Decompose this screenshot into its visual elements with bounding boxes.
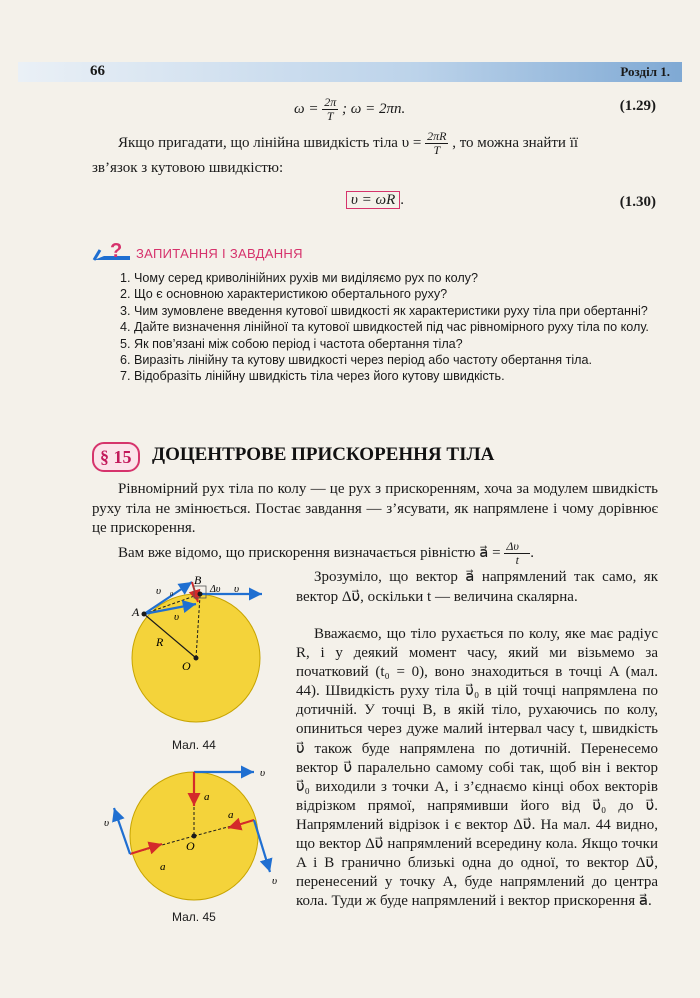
intro-text-a: Якщо пригадати, що лінійна швидкість тіла υ =	[118, 134, 422, 151]
denominator: t	[515, 553, 519, 567]
intro-line-2: зв’язок з кутовою швидкістю:	[92, 160, 284, 176]
paragraph-3: Зрозуміло, що вектор a⃗ напрямлений так само, як вектор Δυ⃗, оскільки t — величина скалярна.	[296, 569, 658, 605]
label-a-bottom: a⃗	[160, 861, 175, 873]
denominator: T	[433, 143, 441, 157]
label-o: O	[182, 659, 191, 673]
figure-44	[112, 572, 288, 752]
formula-rest: ; ω = 2πn.	[341, 100, 406, 117]
section-badge: § 15	[92, 442, 140, 472]
figure-45	[100, 760, 290, 910]
intro-line-1	[118, 130, 578, 157]
fraction	[322, 96, 338, 123]
p2-text: Вам вже відомо, що прискорення визначається рівністю a⃗ =	[118, 544, 501, 561]
center-o	[192, 834, 197, 839]
numerator: 2πR	[427, 129, 447, 143]
question-item: 1. Чому серед криволінійних рухів ми виділяємо рух по колу?	[120, 271, 478, 285]
boxed-formula: υ = ωR	[346, 191, 400, 209]
figure-44-caption: Мал. 44	[172, 738, 216, 752]
label-delta-v: Δυ⃗	[210, 584, 229, 595]
equation-number-1-30: (1.30)	[619, 194, 656, 210]
formula-1-30	[346, 192, 404, 209]
label-v-right: υ⃗	[272, 875, 286, 887]
page-header	[18, 62, 682, 82]
point-a	[142, 612, 147, 617]
question-item: 3. Чим зумовлене введення кутової швидкості як характеристики руху тіла при обертанні?	[120, 303, 648, 318]
question-item: 5. Як пов’язані між собою період і частота обертання тіла?	[120, 336, 463, 351]
velocity-left	[114, 808, 130, 854]
question-item: 6. Виразіть лінійну та кутову швидкості через період або частоту обертання тіла.	[120, 353, 592, 368]
intro-text-b: , то можна знайти її	[452, 134, 579, 151]
formula-1-29	[294, 96, 405, 123]
label-a: A	[132, 605, 140, 619]
chapter-label: Розділ 1.	[620, 64, 670, 79]
questions-list	[116, 270, 664, 385]
denominator: T	[326, 109, 334, 123]
center-o	[194, 656, 199, 661]
label-r: R	[156, 635, 164, 649]
paragraph-2	[118, 540, 534, 567]
question-mark-icon	[92, 238, 134, 266]
equation-number-1-29: (1.29)	[619, 98, 656, 114]
questions-title: ЗАПИТАННЯ І ЗАВДАННЯ	[136, 246, 303, 261]
label-v-top: υ⃗	[260, 767, 274, 779]
label-v-inner: υ⃗	[174, 611, 188, 623]
numerator: Δυ⃗	[506, 539, 529, 553]
fraction	[425, 130, 448, 157]
formula-lhs: ω =	[294, 100, 319, 117]
question-item: 2. Що є основною характеристикою обертального руху?	[120, 287, 448, 302]
section-title: ДОЦЕНТРОВЕ ПРИСКОРЕННЯ ТІЛА	[152, 444, 495, 465]
label-o: O	[186, 839, 195, 853]
label-v: υ⃗	[234, 583, 248, 595]
fraction	[504, 540, 530, 567]
numerator: 2π	[324, 95, 337, 109]
page-number: 66	[90, 63, 105, 79]
paragraph-1: Рівномірний рух тіла по колу — це рух з прискоренням, хоча за модулем швидкість руху тіла не змінюється. Постає завдання — з’ясувати, як напрямлене і чому дорівнює це прискорення.	[92, 481, 658, 536]
question-item: 7. Відобразіть лінійну швидкість тіла через його кутову швидкість.	[120, 369, 505, 384]
label-v0: υ⃗₀	[156, 585, 174, 597]
p2-dot: .	[530, 544, 534, 561]
label-a-right: a⃗	[228, 809, 243, 821]
formula-dot: .	[400, 192, 405, 208]
figure-45-caption: Мал. 45	[172, 910, 216, 924]
label-b: B	[194, 573, 202, 587]
point-b	[198, 592, 203, 597]
label-v-left: υ⃗	[104, 817, 118, 829]
paragraph-4: Вважаємо, що тіло рухається по колу, яке має радіус R, і у деякий момент часу, який ми візьмемо за початковий (t₀ = 0), воно знаходиться в точці A (мал. 44). Швидкість руху тіла υ⃗₀ в цій точці напрямлена по дотичній. У точці B, в якій тіло, рухаючись по колу, опиниться через дуже малий інтервал часу t, швидкість υ⃗ також буде напрямлена по дотичній. Перенесемо вектор υ⃗ паралельно самому собі так, щоб він і вектор υ⃗₀ виходили з точки A, і з’єднаємо кінці обох векторів відрізком прямої, напрямивши його від υ⃗₀ до υ⃗. Напрямлений відрізок і є вектор Δυ⃗. На мал. 44 видно, що вектор Δυ⃗ напрямлений всередину кола. Якщо точки A і B гранично близькі одна до одної, то вектор Δυ⃗, перенесений у точку A, буде напрямлений до центра кола. Туди ж буде напрямлений і вектор прискорення a⃗.	[296, 626, 658, 910]
question-item: 4. Дайте визначення лінійної та кутової швидкостей під час рівномірного руху тіла по колу.	[120, 320, 649, 335]
label-a-top: a⃗	[204, 791, 219, 803]
svg-text:?: ?	[110, 240, 123, 262]
